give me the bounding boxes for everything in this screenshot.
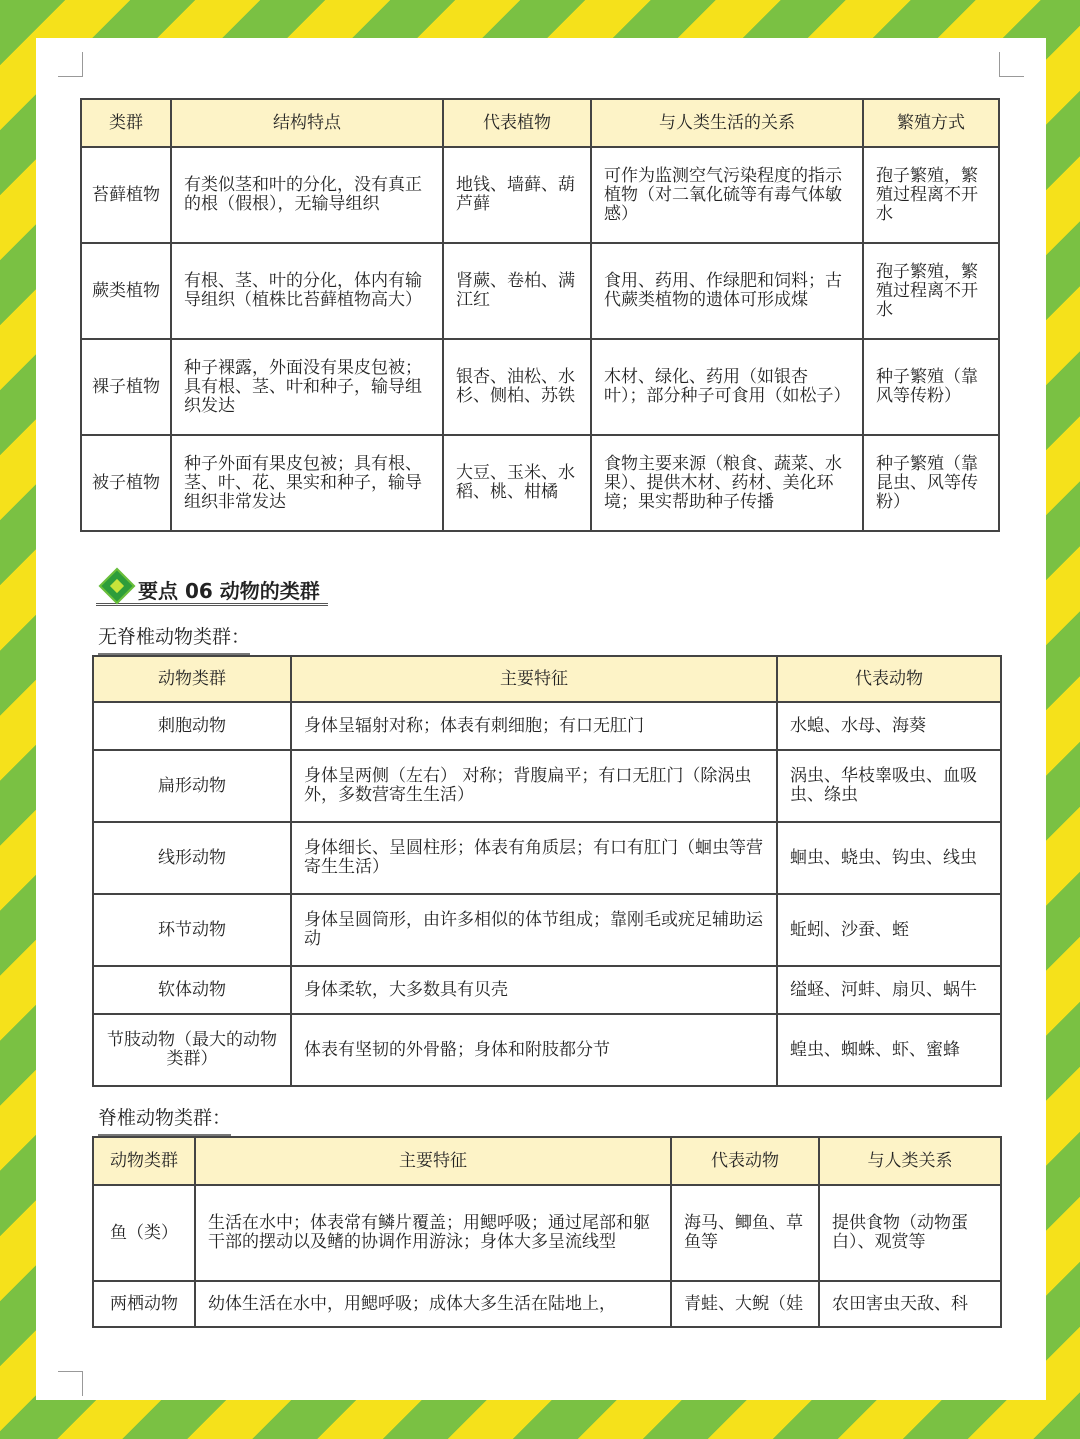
reproduction-cell: 种子繁殖（靠风等传粉） [863, 339, 999, 435]
crop-mark [999, 52, 1024, 77]
reproduction-cell: 孢子繁殖，繁殖过程离不开水 [863, 243, 999, 339]
column-header: 结构特点 [171, 99, 443, 147]
animal-group: 软体动物 [93, 966, 291, 1014]
structure-cell: 有类似茎和叶的分化，没有真正的根（假根），无输导组织 [171, 147, 443, 243]
relation-cell: 食物主要来源（粮食、蔬菜、水果）、提供木材、药材、美化环境；果实帮助种子传播 [591, 435, 863, 531]
relation-cell: 农田害虫天敌、科 [819, 1281, 1001, 1327]
crop-mark [58, 52, 83, 77]
relation-cell: 食用、药用、作绿肥和饲料；古代蕨类植物的遗体可形成煤 [591, 243, 863, 339]
features-cell: 生活在水中；体表常有鳞片覆盖；用鳃呼吸；通过尾部和躯干部的摆动以及鳍的协调作用游泳；身体大多呈流线型 [195, 1185, 671, 1281]
table-header-row [81, 99, 999, 147]
table-row [93, 894, 1001, 966]
relation-cell: 提供食物（动物蛋白）、观赏等 [819, 1185, 1001, 1281]
column-header: 类群 [81, 99, 171, 147]
examples-cell: 水螅、水母、海葵 [777, 702, 1001, 750]
invertebrates-table [92, 655, 1002, 1087]
structure-cell: 种子裸露，外面没有果皮包被；具有根、茎、叶和种子，输导组织发达 [171, 339, 443, 435]
column-header: 动物类群 [93, 656, 291, 702]
column-header: 代表植物 [443, 99, 591, 147]
column-header: 主要特征 [291, 656, 777, 702]
table-row [93, 1014, 1001, 1086]
examples-cell: 蚯蚓、沙蚕、蛭 [777, 894, 1001, 966]
examples-cell: 蛔虫、蛲虫、钩虫、线虫 [777, 822, 1001, 894]
structure-cell: 有根、茎、叶的分化，体内有输导组织（植株比苔藓植物高大） [171, 243, 443, 339]
structure-cell: 种子外面有果皮包被；具有根、茎、叶、花、果实和种子，输导组织非常发达 [171, 435, 443, 531]
table-row [81, 339, 999, 435]
animal-group: 环节动物 [93, 894, 291, 966]
table-row [81, 243, 999, 339]
plant-groups-table [80, 98, 1000, 532]
examples-cell: 缢蛏、河蚌、扇贝、蜗牛 [777, 966, 1001, 1014]
examples-cell: 蝗虫、蜘蛛、虾、蜜蜂 [777, 1014, 1001, 1086]
plant-group: 裸子植物 [81, 339, 171, 435]
relation-cell: 可作为监测空气污染程度的指示植物（对二氧化硫等有毒气体敏感） [591, 147, 863, 243]
features-cell: 身体呈圆筒形，由许多相似的体节组成；靠刚毛或疣足辅助运动 [291, 894, 777, 966]
crop-mark [58, 1371, 83, 1396]
table-row [81, 435, 999, 531]
table-row [93, 1185, 1001, 1281]
animal-group: 刺胞动物 [93, 702, 291, 750]
features-cell: 身体柔软，大多数具有贝壳 [291, 966, 777, 1014]
table-row [93, 822, 1001, 894]
features-cell: 幼体生活在水中，用鳃呼吸；成体大多生活在陆地上， [195, 1281, 671, 1327]
section-heading [96, 573, 328, 606]
column-header: 繁殖方式 [863, 99, 999, 147]
column-header: 代表动物 [777, 656, 1001, 702]
animal-group: 鱼（类） [93, 1185, 195, 1281]
table-row [93, 702, 1001, 750]
animal-group: 节肢动物（最大的动物类群） [93, 1014, 291, 1086]
table-header-row [93, 1137, 1001, 1185]
features-cell: 身体呈辐射对称；体表有刺细胞；有口无肛门 [291, 702, 777, 750]
examples-cell: 大豆、玉米、水稻、桃、柑橘 [443, 435, 591, 531]
table-header-row [93, 656, 1001, 702]
relation-cell: 木材、绿化、药用（如银杏叶）；部分种子可食用（如松子） [591, 339, 863, 435]
column-header: 动物类群 [93, 1137, 195, 1185]
plant-group: 苔藓植物 [81, 147, 171, 243]
examples-cell: 涡虫、华枝睾吸虫、血吸虫、绦虫 [777, 750, 1001, 822]
reproduction-cell: 种子繁殖（靠昆虫、风等传粉） [863, 435, 999, 531]
vertebrates-table [92, 1136, 1002, 1328]
table-row [93, 750, 1001, 822]
column-header: 与人类关系 [819, 1137, 1001, 1185]
plant-group: 被子植物 [81, 435, 171, 531]
features-cell: 体表有坚韧的外骨骼；身体和附肢都分节 [291, 1014, 777, 1086]
examples-cell: 海马、鲫鱼、草鱼等 [671, 1185, 819, 1281]
table-row [93, 966, 1001, 1014]
features-cell: 身体呈两侧（左右） 对称；背腹扁平；有口无肛门（除涡虫外，多数营寄生生活） [291, 750, 777, 822]
diamond-bullet-icon [99, 568, 136, 605]
examples-cell: 银杏、油松、水杉、侧柏、苏铁 [443, 339, 591, 435]
column-header: 主要特征 [195, 1137, 671, 1185]
reproduction-cell: 孢子繁殖，繁殖过程离不开水 [863, 147, 999, 243]
document-page [36, 38, 1046, 1400]
column-header: 代表动物 [671, 1137, 819, 1185]
vertebrates-subtitle: 脊椎动物类群： [98, 1103, 231, 1136]
section-title-text: 要点 06 动物的类群 [138, 579, 320, 603]
examples-cell: 青蛙、大鲵（娃 [671, 1281, 819, 1327]
invertebrates-subtitle: 无脊椎动物类群： [98, 622, 250, 655]
table-row [81, 147, 999, 243]
features-cell: 身体细长、呈圆柱形；体表有角质层；有口有肛门（蛔虫等营寄生生活） [291, 822, 777, 894]
column-header: 与人类生活的关系 [591, 99, 863, 147]
animal-group: 线形动物 [93, 822, 291, 894]
animal-group: 扁形动物 [93, 750, 291, 822]
examples-cell: 肾蕨、卷柏、满江红 [443, 243, 591, 339]
plant-group: 蕨类植物 [81, 243, 171, 339]
table-row [93, 1281, 1001, 1327]
animal-group: 两栖动物 [93, 1281, 195, 1327]
examples-cell: 地钱、墙藓、葫芦藓 [443, 147, 591, 243]
